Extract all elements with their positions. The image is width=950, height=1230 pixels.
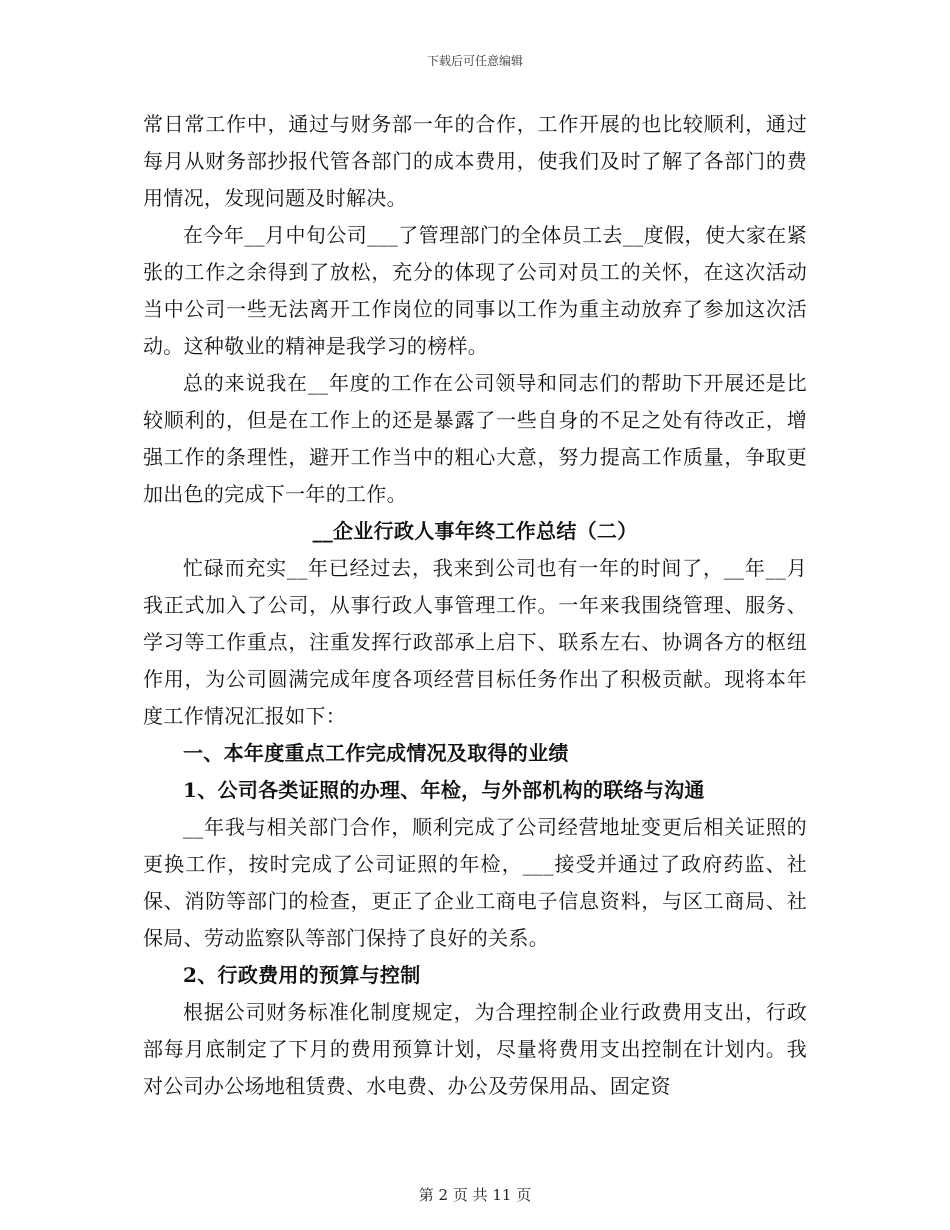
- paragraph: 总的来说我在__年度的工作在公司领导和同志们的帮助下开展还是比较顺利的，但是在工作上的还是暴露了一些自身的不足之处有待改正，增强工作的条理性，避开工作当中的粗心大意，努力提高工作质量，争取更加出色的完成下一年的工作。: [143, 371, 807, 506]
- page-footer: 第 2 页 共 11 页: [418, 1186, 532, 1204]
- paragraph: 忙碌而充实__年已经过去，我来到公司也有一年的时间了，__年__月我正式加入了公司，从事行政人事管理工作。一年来我围绕管理、服务、学习等工作重点，注重发挥行政部承上启下、联系左右、协调各方的枢纽作用，为公司圆满完成年度各项经营目标任务作出了积极贡献。现将本年度工作情况汇报如下：: [143, 556, 807, 728]
- document-body: [143, 106, 807, 1105]
- section-title: __企业行政人事年终工作总结（二）: [312, 519, 638, 543]
- paragraph: __年我与相关部门合作，顺利完成了公司经营地址变更后相关证照的更换工作，按时完成了公司证照的年检，___接受并通过了政府药监、社保、消防等部门的检查，更正了企业工商电子信息资料，与区工商局、社保局、劳动监察队等部门保持了良好的关系。: [143, 815, 807, 950]
- page-header: 下载后可任意编辑: [426, 54, 523, 68]
- paragraph: 常日常工作中，通过与财务部一年的合作，工作开展的也比较顺利，通过每月从财务部抄报代管各部门的成本费用，使我们及时了解了各部门的费用情况，发现问题及时解决。: [143, 112, 807, 210]
- paragraph: 在今年__月中旬公司___了管理部门的全体员工去__度假，使大家在紧张的工作之余得到了放松，充分的体现了公司对员工的关怀，在这次活动当中公司一些无法离开工作岗位的同事以工作为重主动放弃了参加这次活动。这种敬业的精神是我学习的榜样。: [143, 223, 807, 358]
- paragraph: 根据公司财务标准化制度规定，为合理控制企业行政费用支出，行政部每月底制定了下月的费用预算计划，尽量将费用支出控制在计划内。我对公司办公场地租赁费、水电费、办公及劳保用品、固定资: [143, 1000, 807, 1098]
- section-heading: 一、本年度重点工作完成情况及取得的业绩: [183, 741, 569, 765]
- subsection-heading: 2、行政费用的预算与控制: [183, 963, 421, 987]
- subsection-heading: 1、公司各类证照的办理、年检，与外部机构的联络与沟通: [183, 778, 705, 802]
